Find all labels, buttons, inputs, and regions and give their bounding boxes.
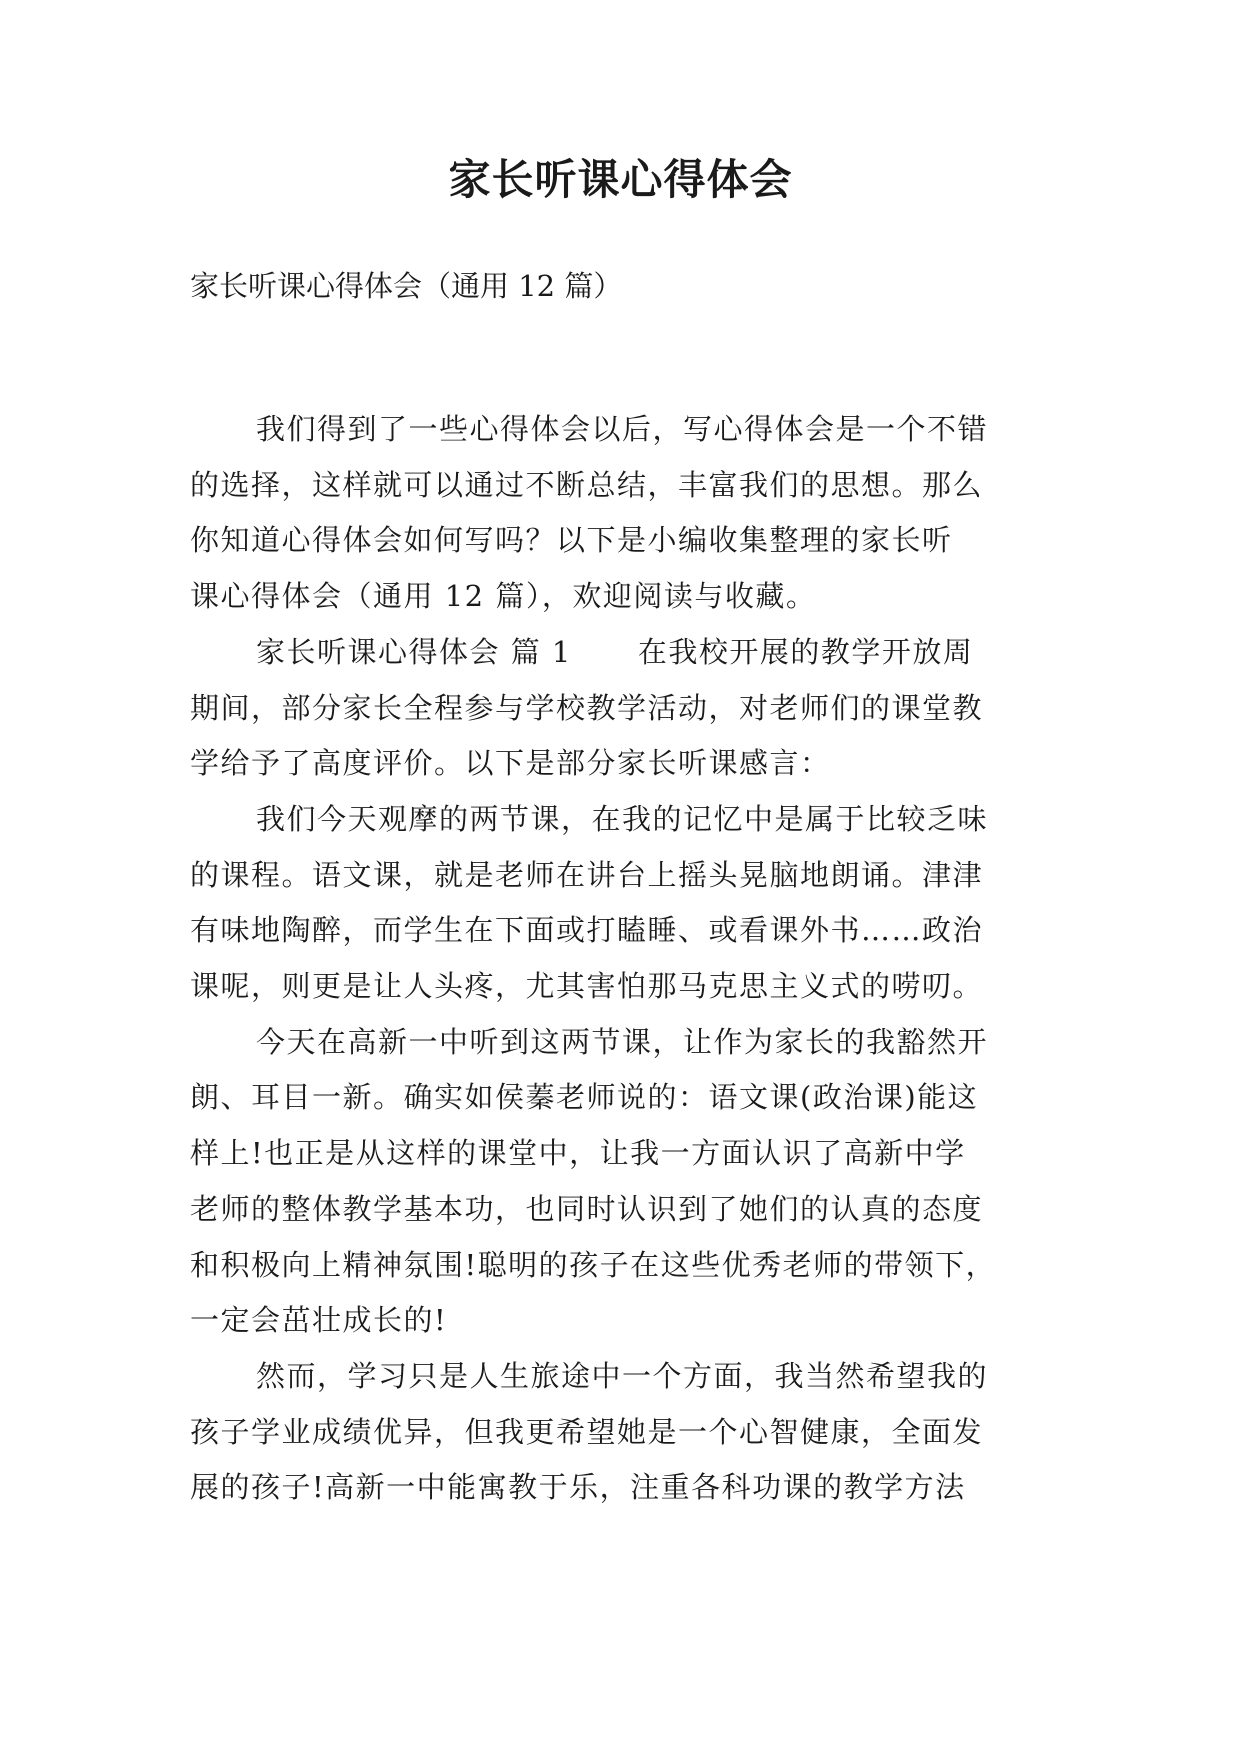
text-line: 老师的整体教学基本功，也同时认识到了她们的认真的态度	[190, 1191, 984, 1226]
text-line: 展的孩子!高新一中能寓教于乐，注重各科功课的教学方法	[190, 1470, 966, 1505]
text-line: 期间，部分家长全程参与学校教学活动，对老师们的课堂教	[190, 690, 984, 725]
paragraph	[190, 625, 1070, 792]
document-body	[190, 402, 1070, 1516]
text-line: 孩子学业成绩优异，但我更希望她是一个心智健康，全面发	[190, 1414, 984, 1449]
section-heading: 家长听课心得体会 篇 1	[256, 634, 572, 669]
text-line: 课心得体会（通用 12 篇），欢迎阅读与收藏。	[190, 579, 817, 614]
text-line	[190, 625, 1070, 681]
text-line: 和积极向上精神氛围!聪明的孩子在这些优秀老师的带领下，	[190, 1247, 997, 1282]
text-line: 学给予了高度评价。以下是部分家长听课感言：	[190, 746, 831, 781]
text-line: 一定会茁壮成长的!	[190, 1303, 448, 1338]
paragraph	[190, 1015, 1070, 1349]
document-subtitle: 家长听课心得体会（通用 12 篇）	[190, 269, 623, 303]
text-line: 的选择，这样就可以通过不断总结，丰富我们的思想。那么	[190, 467, 984, 502]
text-line: 今天在高新一中听到这两节课，让作为家长的我豁然开	[256, 1024, 989, 1059]
document-title: 家长听课心得体会	[448, 155, 793, 204]
paragraph	[190, 792, 1070, 1015]
paragraph	[190, 1349, 1070, 1516]
text-line: 有味地陶醉，而学生在下面或打瞌睡、或看课外书……政治	[190, 913, 984, 948]
text-line: 的课程。语文课，就是老师在讲台上摇头晃脑地朗诵。津津	[190, 857, 984, 892]
paragraph	[190, 402, 1070, 625]
text-line: 我们得到了一些心得体会以后，写心得体会是一个不错	[256, 412, 989, 446]
text-fragment: 在我校开展的教学开放周	[637, 634, 974, 669]
text-line: 样上!也正是从这样的课堂中，让我一方面认识了高新中学	[190, 1136, 966, 1171]
text-line: 你知道心得体会如何写吗？以下是小编收集整理的家长听	[190, 523, 953, 558]
text-line: 然而，学习只是人生旅途中一个方面，我当然希望我的	[256, 1358, 989, 1393]
text-line: 课呢，则更是让人头疼，尤其害怕那马克思主义式的唠叨。	[190, 969, 984, 1004]
text-line: 我们今天观摩的两节课，在我的记忆中是属于比较乏味	[256, 801, 989, 836]
text-line: 朗、耳目一新。确实如侯蓁老师说的：语文课(政治课)能这	[190, 1080, 979, 1115]
